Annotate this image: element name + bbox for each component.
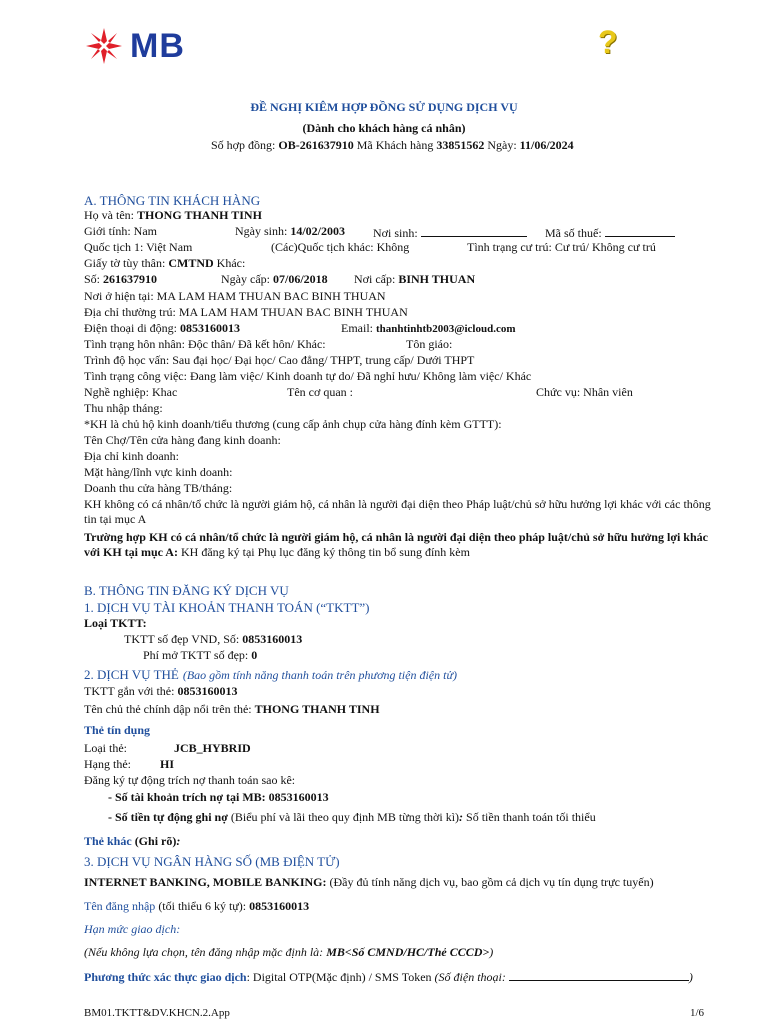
tax-line (545, 224, 675, 241)
debit-account: : 0853160013 (261, 790, 329, 804)
contract-date: 11/06/2024 (519, 138, 574, 152)
guardian-yes-option (84, 530, 724, 560)
contract-label: Số hợp đồng: (211, 138, 276, 152)
debit-account-line (108, 790, 329, 805)
service-2-note: (Bao gồm tính năng thanh toán trên phương tiện điện tử) (182, 668, 457, 682)
name-label: Họ và tên: (84, 208, 134, 222)
auto-amount-mid: (Biểu phí và lãi theo quy định MB từng thời kì) (227, 810, 460, 824)
section-a-heading: A. THÔNG TIN KHÁCH HÀNG (84, 193, 261, 208)
religion: Tôn giáo: (406, 337, 453, 351)
id-label: Giấy tờ tùy thân: (84, 256, 166, 270)
id-no-label: Số: (84, 272, 101, 286)
auto-amount-colon: : (459, 810, 464, 824)
business-address: Địa chỉ kinh doanh: (84, 449, 179, 463)
customer-label: Mã Khách hàng (356, 138, 434, 152)
auth-phone-label: (Số điện thoại: (434, 970, 509, 984)
auto-amount-label: - Số tiền tự động ghi nợ (108, 810, 228, 824)
revenue: Doanh thu cửa hàng TB/tháng: (84, 481, 233, 495)
auth-method-line (84, 968, 693, 985)
pob-blank (421, 224, 527, 237)
linked-account-line (84, 684, 237, 699)
household-note: *KH là chủ hộ kinh doanh/tiểu thương (cung cấp ảnh chụp cửa hàng đính kèm GTTT): (84, 417, 502, 431)
income: Thu nhập tháng: (84, 401, 163, 415)
form-code: BM01.TKTT&DV.KHCN.2.App (84, 1007, 230, 1019)
other-card-line (84, 834, 180, 849)
card-rank-label: Hạng thẻ: (84, 757, 131, 771)
page-number: 1/6 (690, 1007, 705, 1019)
name-line (84, 208, 262, 223)
account-type-label: Loại TKTT: (84, 616, 147, 630)
login-value: 0853160013 (249, 899, 310, 913)
transaction-limit: Hạn mức giao dịch: (84, 922, 181, 936)
phone: 0853160013 (180, 321, 240, 335)
issue-place-label: Nơi cấp: (354, 272, 396, 286)
issue-date: 07/06/2018 (272, 272, 328, 286)
pob-line (373, 224, 527, 241)
auth-rest: : Digital OTP(Mặc định) / SMS Token (246, 970, 435, 984)
id-number-line (84, 272, 157, 287)
account-number: 0853160013 (242, 632, 303, 646)
linked-label: TKTT gắn với thẻ: (84, 684, 175, 698)
holder-label: Tên chủ thẻ chính dập nổi trên thẻ: (84, 702, 252, 716)
service-2-heading-line (84, 666, 457, 684)
mb-logo (84, 26, 185, 66)
login-label: Tên đăng nhập (84, 899, 156, 913)
linked-number: 0853160013 (177, 684, 238, 698)
mb-star-icon (84, 26, 124, 66)
service-2-heading: 2. DỊCH VỤ THẺ (84, 667, 179, 682)
email-label: Email: (341, 321, 373, 335)
issue-date-line (221, 272, 328, 287)
issue-place: BINH THUAN (398, 272, 476, 286)
tax-label: Mã số thuế: (545, 226, 602, 240)
contract-line (211, 138, 574, 153)
debit-account-label: - Số tài khoản trích nợ tại MB (108, 790, 262, 804)
auth-phone-blank (509, 968, 689, 981)
email-line (341, 321, 516, 337)
id-type: CMTND (168, 256, 214, 270)
current-address: Nơi ở hiện tại: MA LAM HAM THUAN BAC BINH THUAN (84, 289, 386, 303)
tax-blank (605, 224, 675, 237)
help-icon[interactable]: ? (598, 24, 618, 60)
customer-name: THONG THANH TINH (137, 208, 262, 222)
card-type-label: Loại thẻ: (84, 741, 127, 755)
account-line (124, 632, 302, 647)
other-nationality: (Các)Quốc tịch khác: Không (271, 240, 410, 254)
card-type: JCB_HYBRID (174, 741, 251, 755)
card-holder-line (84, 702, 380, 717)
login-line (84, 899, 309, 914)
email: thanhtinhtb2003@icloud.com (376, 323, 516, 335)
education: Trình độ học vấn: Sau đại học/ Đại học/ Cao đẳng/ THPT, trung cấp/ Dưới THPT (84, 353, 475, 367)
document-subtitle: (Dành cho khách hàng cá nhân) (302, 121, 466, 135)
market-name: Tên Chợ/Tên cửa hàng đang kinh doanh: (84, 433, 281, 447)
dob: 14/02/2003 (290, 224, 346, 238)
issue-place-line (354, 272, 475, 287)
default-login-note (84, 945, 493, 960)
phone-line (84, 321, 240, 336)
nationality: Quốc tịch 1: Việt Nam (84, 240, 193, 254)
dob-label: Ngày sinh: (235, 224, 288, 238)
issue-date-label: Ngày cấp: (221, 272, 270, 286)
credit-card-heading: Thẻ tín dụng (84, 723, 151, 737)
default-login-a: (Nếu không lựa chọn, tên đăng nhập mặc định là: (84, 945, 327, 959)
id-doc-line (84, 256, 245, 271)
internet-banking-line (84, 875, 654, 890)
auto-debit: Đăng ký tự động trích nợ thanh toán sao kê: (84, 773, 296, 787)
guardian-no-option: KH không có cá nhân/tổ chức là người giám hộ, cá nhân là người đại diện theo Pháp luật/chủ sở hữu hưởng lợi khác với các thông tin tại mục A (84, 497, 711, 526)
residence-status: Tình trạng cư trú: Cư trú/ Không cư trú (467, 240, 656, 254)
permanent-address: Địa chỉ thường trú: MA LAM HAM THUAN BAC BINH THUAN (84, 305, 408, 319)
section-b-heading: B. THÔNG TIN ĐĂNG KÝ DỊCH VỤ (84, 583, 289, 598)
id-number: 261637910 (103, 272, 158, 286)
service-1-heading: 1. DỊCH VỤ TÀI KHOẢN THANH TOÁN (“TKTT”) (84, 600, 370, 615)
agency: Tên cơ quan : (287, 385, 353, 399)
date-label: Ngày: (487, 138, 517, 152)
id-other: Khác: (216, 256, 246, 270)
fee-label: Phí mở TKTT số đẹp: (143, 648, 249, 662)
login-note: (tối thiểu 6 ký tự): (155, 899, 250, 913)
employment: Tình trạng công việc: Đang làm việc/ Kinh doanh tự do/ Đã nghỉ hưu/ Không làm việc/ Khác (84, 369, 532, 383)
other-card-note: (Ghi rõ) (131, 834, 177, 848)
marital-status: Tình trạng hôn nhân: Độc thân/ Đã kết hôn/ Khác: (84, 337, 326, 351)
customer-number: 33851562 (436, 138, 485, 152)
fee-value: 0 (251, 648, 258, 662)
ib-label: INTERNET BANKING, MOBILE BANKING: (84, 875, 327, 889)
dob-line (235, 224, 345, 239)
gender: Giới tính: Nam (84, 224, 158, 238)
brand-name: MB (130, 26, 185, 65)
phone-label: Điện thoại di động: (84, 321, 177, 335)
position: Chức vụ: Nhân viên (536, 385, 633, 399)
guardian-yes-bold: Trường hợp KH có cá nhân/tổ chức là người giám hộ, cá nhân là người đại diện theo pháp luật/chủ sở hữu hưởng lợi khác với KH tại mục A: (84, 530, 708, 559)
service-3-heading: 3. DỊCH VỤ NGÂN HÀNG SỐ (MB ĐIỆN TỬ) (84, 854, 340, 869)
default-login-b: MB<Số CMND/HC/Thẻ CCCD> (326, 945, 490, 959)
document-title: ĐỀ NGHỊ KIÊM HỢP ĐỒNG SỬ DỤNG DỊCH VỤ (250, 100, 518, 114)
contract-number: OB-261637910 (278, 138, 354, 152)
default-login-c: ) (489, 945, 494, 959)
holder-name: THONG THANH TINH (254, 702, 380, 716)
auto-amount-line (108, 810, 596, 825)
auth-label: Phương thức xác thực giao dịch (84, 970, 247, 984)
other-card-label: Thẻ khác (84, 834, 132, 848)
auth-phone-end: ) (688, 970, 693, 984)
fee-line (143, 648, 257, 663)
business-field: Mặt hàng/lĩnh vực kinh doanh: (84, 465, 233, 479)
account-line-label: TKTT số đẹp VND, Số: (124, 632, 240, 646)
card-rank: HI (160, 757, 175, 771)
guardian-yes-rest: KH đăng ký tại Phụ lục đăng ký thông tin bổ sung đính kèm (177, 545, 470, 559)
pob-label: Nơi sinh: (373, 226, 418, 240)
ib-description: (Đầy đủ tính năng dịch vụ, bao gồm cả dịch vụ tín dụng trực tuyến) (326, 875, 654, 889)
auto-amount-value: Số tiền thanh toán tối thiểu (463, 810, 596, 824)
occupation: Nghề nghiệp: Khac (84, 385, 178, 399)
other-card-colon: : (176, 834, 181, 848)
